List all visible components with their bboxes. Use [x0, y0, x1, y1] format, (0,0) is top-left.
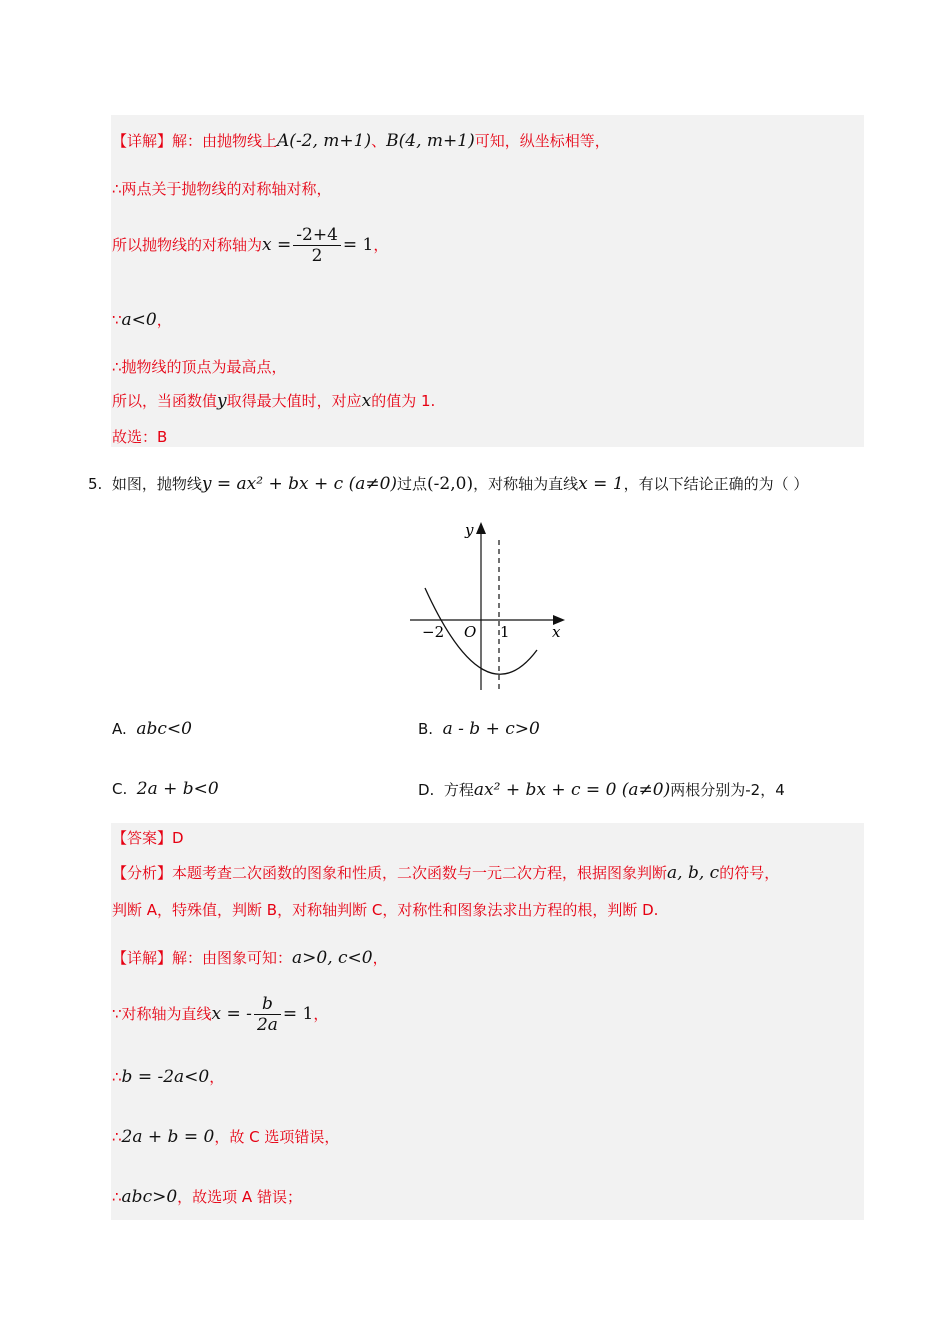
denominator: 2 — [311, 246, 323, 266]
x-label: x — [552, 623, 561, 641]
text: 如图，抛物线 — [111, 475, 202, 493]
option-key: C. — [112, 780, 128, 798]
math: = 1 — [282, 1004, 314, 1024]
math: a>0, c<0 — [292, 948, 373, 968]
math: = 1 — [342, 235, 374, 255]
text: 方程 — [443, 781, 474, 799]
prev-line-6 — [112, 390, 435, 411]
text: ， — [313, 1005, 329, 1023]
tick-neg2: −2 — [422, 623, 445, 641]
analysis-line-2: 判断 A，特殊值，判断 B，对称轴判断 C，对称性和图象法求出方程的根，判断 D. — [112, 901, 659, 919]
option-key: D. — [418, 781, 435, 799]
text: ， — [209, 1068, 225, 1086]
tick-1: 1 — [500, 623, 510, 641]
math: 2a + b<0 — [136, 779, 219, 799]
fraction — [254, 994, 281, 1035]
therefore-symbol: ∴ — [112, 1188, 122, 1206]
y-label: y — [465, 521, 474, 539]
therefore-symbol: ∴ — [112, 1128, 122, 1146]
prev-line-1 — [112, 130, 610, 151]
text: 可知，纵坐标相等， — [474, 132, 610, 150]
question-number: 5. — [88, 475, 103, 493]
option-key: B. — [418, 720, 434, 738]
math: x = - — [211, 1004, 252, 1024]
math: (-2,0) — [427, 474, 474, 494]
option-b[interactable] — [418, 719, 540, 739]
detail-line-2 — [112, 994, 328, 1035]
text: 的值为 1. — [371, 392, 436, 410]
text: 的符号， — [719, 864, 780, 882]
text: 取得最大值时，对应 — [226, 392, 362, 410]
math: x = 1 — [578, 474, 624, 494]
because-symbol: ∵ — [112, 311, 122, 329]
prev-line-2: ∴两点关于抛物线的对称轴对称， — [112, 180, 332, 198]
math: y = ax² + bx + c (a≠0) — [201, 474, 398, 494]
math: B(4, m+1) — [386, 131, 475, 151]
option-c[interactable] — [112, 779, 219, 799]
prev-line-3 — [112, 225, 388, 266]
option-d[interactable] — [418, 779, 785, 800]
text: ， — [156, 311, 172, 329]
math: x = — [262, 235, 292, 255]
prev-line-4 — [112, 309, 172, 330]
math: A(-2, m+1) — [277, 131, 372, 151]
text: 所以，当函数值 — [112, 392, 218, 410]
origin-label: O — [464, 623, 477, 641]
math: y — [217, 391, 227, 411]
math: abc<0 — [136, 719, 192, 739]
math: 2a + b = 0 — [121, 1127, 215, 1147]
analysis-line-1 — [112, 862, 779, 883]
text: ， — [373, 236, 389, 254]
parabola-graph — [400, 515, 580, 695]
answer-line: 【答案】D — [112, 829, 184, 847]
detail-line-3 — [112, 1066, 224, 1087]
text: ，故选项 A 错误； — [177, 1188, 302, 1206]
math: b = -2a<0 — [121, 1067, 210, 1087]
text: 本题考查二次函数的图象和性质，二次函数与一元二次方程，根据图象判断 — [172, 864, 668, 882]
tag: 【分析】 — [112, 864, 173, 882]
option-a[interactable] — [112, 719, 192, 739]
tag: 【详解】 — [112, 132, 173, 150]
option-key: A. — [112, 720, 127, 738]
math: a<0 — [121, 310, 157, 330]
text: 所以抛物线的对称轴为 — [112, 236, 263, 254]
math: abc>0 — [121, 1187, 178, 1207]
text: ， — [372, 949, 388, 967]
math: a - b + c>0 — [442, 719, 540, 739]
prev-line-5: ∴抛物线的顶点为最高点， — [112, 358, 287, 376]
math: x — [361, 391, 372, 411]
tag: 【详解】 — [112, 949, 173, 967]
math: a, b, c — [667, 863, 720, 883]
text: 解：由图象可知： — [172, 949, 293, 967]
fraction — [293, 225, 341, 266]
detail-line-4 — [112, 1126, 339, 1147]
numerator: -2+4 — [293, 225, 341, 246]
prev-line-7: 故选：B — [112, 428, 168, 446]
text: 解：由抛物线上 — [172, 132, 278, 150]
text: ∵对称轴为直线 — [112, 1005, 212, 1023]
math: ax² + bx + c = 0 (a≠0) — [473, 780, 671, 800]
text: 、 — [371, 132, 387, 150]
question-5-stem — [88, 473, 808, 494]
text: ，有以下结论正确的为（ ） — [623, 475, 809, 493]
y-arrow-icon — [476, 522, 486, 534]
text: 两根分别为-2，4 — [670, 781, 785, 799]
therefore-symbol: ∴ — [112, 1068, 122, 1086]
detail-line-5 — [112, 1186, 302, 1207]
text: 过点 — [397, 475, 428, 493]
detail-line-1 — [112, 947, 388, 968]
numerator: b — [254, 994, 281, 1015]
text: ，故 C 选项错误， — [214, 1128, 340, 1146]
denominator: 2a — [256, 1015, 278, 1035]
text: ，对称轴为直线 — [473, 475, 579, 493]
